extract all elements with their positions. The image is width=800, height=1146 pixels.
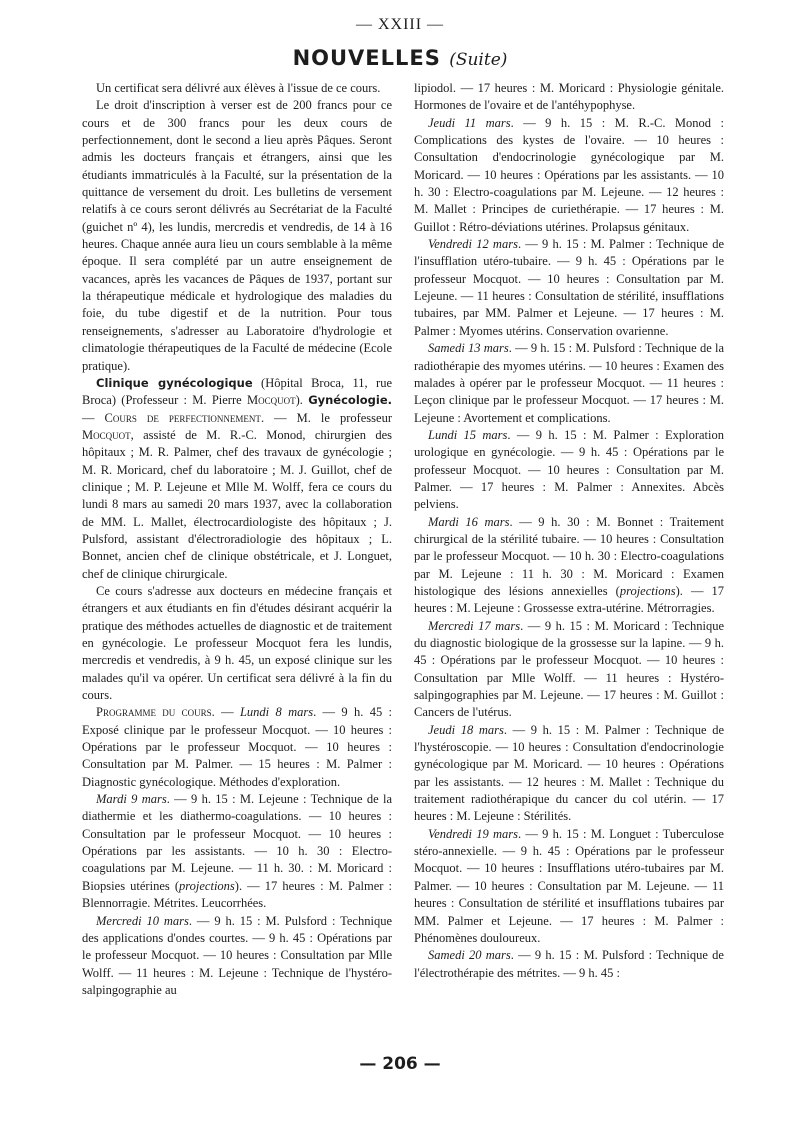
paragraph	[414, 618, 724, 722]
paragraph	[414, 947, 724, 982]
text-run: Jeudi 18 mars	[428, 722, 504, 737]
text-run: . — 9 h. 15 : M. Longuet : Tuberculose stéro-annexielle. — 9 h. 45 : Opérations par le professeur Mocquot. — 10 heures : Insufflations utéro-tubaires par M. Palmer. — 10 heures : Consultation par M. Lejeune. — 11 heures : Consultation de stérilité et insufflations tubaires par MM. Palmer et Lejeune. — 17 heures : M. Palmer : Phénomènes douloureux.	[414, 826, 724, 945]
paragraph	[414, 340, 724, 427]
text-run: Ce cours s'adresse aux docteurs en médecine français et étrangers et aux étudiants en fin d'études désirant acquérir la pratique des méthodes actuelles de diagnostic et de traitement en gynécologie. Le professeur Mocquot fera les lundis, mercredis et vendredis, à 9 h. 45, un exposé clinique sur les malades qu'il va opérer. Un certificat sera délivré à la fin du cours.	[82, 583, 392, 703]
text-run: , assisté de M. R.-C. Monod, chirurgien des hôpitaux ; M. R. Palmer, chef des travaux de gynécologie ; M. R. Moricard, chef du laboratoire ; M. J. Guillot, chef de clinique ; M. P. Lejeune et Mlle M. Wolff, fera ce cours du lundi 8 mars au samedi 20 mars 1937, avec la collaboration de MM. L. Mallet, électrocardiologiste des hôpitaux ; J. Pulsford, assistant d'électroradiologie des hôpitaux ; L. Bonnet, ancien chef de clinique obstétricale, et J. Longuet, chef de clinique chirurgicale.	[82, 427, 392, 581]
text-run: projections	[179, 878, 235, 893]
paragraph	[414, 80, 724, 115]
text-run: Samedi 13 mars	[428, 341, 509, 356]
title-suffix: (Suite)	[449, 50, 508, 70]
text-run: . —	[211, 705, 240, 720]
text-run: . — 9 h. 15 : M. Palmer : Technique de l'insufflation utéro-tubaire. — 9 h. 45 : Opérations par le professeur Mocquot. — 10 heures : Consultation par M. Lejeune. — 11 heures : Consultation de stérilité, insufflations tubaires, par MM. Palmer et Lejeune. — 17 heures : M. Palmer : Myomes utérins. Conservation ovarienne.	[414, 237, 724, 338]
text-run: ).	[295, 393, 309, 408]
left-column	[82, 80, 392, 999]
paragraph	[82, 791, 392, 912]
paragraph	[414, 826, 724, 947]
text-run: Mardi 16 mars	[428, 514, 510, 529]
text-run: Clinique gynécologique	[96, 375, 253, 390]
text-run: ). — 17 heures : M. Palmer : Blennorragie. Métrites. Leucorrhées.	[82, 878, 392, 911]
text-run: projections	[619, 583, 676, 598]
text-run: Lundi 8 mars	[239, 705, 314, 720]
text-run: Samedi 20 mars	[428, 948, 511, 963]
text-run: . — 9 h. 15 : M. Pulsford : Technique des applications d'ondes courtes. — 9 h. 45 : Opérations par le professeur Mocquot. — 10 heures : Consultation par Mlle Wolff. — 11 heures : M. Lejeune : Technique de l'hystéro-salpingographie au	[82, 913, 392, 997]
paragraph	[82, 913, 392, 1000]
text-run: . — 9 h. 30 : M. Bonnet : Traitement chirurgical de la stérilité tubaire. — 10 heures : Consultation par le professeur Mocquot. — 10 h. 30 : Electro-coagulations par M. Lejeune : 11 h. 30 : M. Moricard : Examen histologique des lésions annexielles (	[414, 514, 725, 598]
text-run: Programme du cours	[96, 705, 212, 720]
text-run: Mercredi 10 mars	[96, 913, 189, 928]
text-run: . — 9 h. 15 : M. Pulsford : Technique de l'électrothérapie des métrites. — 9 h. 45 :	[414, 948, 724, 980]
text-run: Jeudi 11 mars	[428, 115, 511, 130]
paragraph	[82, 583, 392, 704]
text-run: Vendredi 19 mars	[428, 826, 518, 841]
text-run: Un certificat sera délivré aux élèves à l'issue de ce cours.	[96, 81, 381, 95]
text-run: . — 9 h. 15 : M. Palmer : Exploration urologique en gynécologie. — 9 h. 45 : Opérations par le professeur Mocquot. — 10 heures : Consultation par M. Palmer. — 17 heures : M. Palmer : Annexites. Abcès pelviens.	[414, 427, 724, 512]
paragraph	[414, 236, 724, 340]
text-run: Lundi 15 mars	[428, 427, 508, 442]
text-run: Gynécologie.	[308, 393, 393, 408]
text-run: . — 9 h. 15 : M. R.-C. Monod : Complications des kystes de l'ovaire. — 10 heures : Consultation d'endocrinologie gynécologique par M. Moricard. — 10 heures : Opérations par les assistants. — 10 h. 30 : Electro-coagulations par M. Lejeune. — 12 heures : M. Mallet : Principes de curiethérapie. — 17 heures : M. Guillot : Rétro-déviations utérines. Prolapsus génitaux.	[414, 115, 724, 234]
paragraph	[82, 97, 392, 375]
text-run: Mercredi 17 mars	[428, 618, 521, 633]
text-run: ). — 17 heures : M. Lejeune : Grossesse extra-utérine. Métrorragies.	[414, 583, 724, 616]
paragraph	[414, 115, 724, 236]
text-run: (Hôpital Broca, 11, rue Broca) (Professeur : M. Pierre	[82, 375, 392, 408]
paragraph	[82, 375, 392, 583]
text-run: . — 9 h. 15 : M. Palmer : Technique de l'hystéroscopie. — 10 heures : Consultation d'endocrinologie gynécologique par M. Moricard. — 10 heures : Opérations par les assistants. — 12 heures : M. Mallet : Technique du traitement radiothérapique du cancer du col utérin. — 17 heures : M. Lejeune : Stérilités.	[414, 722, 725, 824]
text-run: . — 9 h. 15 : M. Pulsford : Technique de la radiothérapie des myomes utérins. — 10 heures : Examen des malades à opérer par le professeur Mocquot. — 11 heures : Leçon clinique par le professeur Mocquot. — 17 heures : M. Lejeune : Avortement et complications.	[414, 341, 724, 425]
paragraph	[82, 704, 392, 791]
text-run: —	[82, 410, 105, 425]
page-number: — 206 —	[359, 1054, 441, 1074]
text-run: Cours de perfectionnement	[104, 410, 261, 425]
paragraph	[414, 427, 724, 514]
text-run: Le droit d'inscription à verser est de 200 francs pour ce cours et de 300 francs pour les deux cours de perfectionnement, dont le second a lieu après Pâques. Seront admis les docteurs français et étrangers, ainsi que les étudiants immatriculés à la Faculté, sur la présentation de la quittance de versement du droit. Les bulletins de versement relatifs à ce cours seront délivrés au Secrétariat de la Faculté (guichet nº 4), les lundis, mercredis et vendredis, de 14 à 16 heures. Chaque année aura lieu un cours semblable à la même époque. Il sera complété par un autre enseignement de vacances, après les vacances de Pâques de 1937, portant sur la thérapeutique médicale et hydrologique des maladies du foie, du tube digestif et de la nutrition. Pour tous renseignements, s'adresser au Laboratoire d'hydrologie et climatologie thérapeutiques de la Faculté de médecine (Ecole pratique).	[82, 98, 392, 373]
roman-folio: — XXIII —	[355, 16, 445, 33]
text-run: lipiodol. — 17 heures : M. Moricard : Physiologie génitale. Hormones de l'ovaire et de l'antéhypophyse.	[414, 81, 724, 113]
text-run: . — 9 h. 15 : M. Lejeune : Technique de la diathermie et les diathermo-coagulations. — 10 heures : Consultation par le professeur Mocquot. — 10 heures : Opérations par les assistants. — 10 h. 30 : Electro-coagulations par M. Lejeune. — 11 h. 30. : M. Moricard : Biopsies utérines (	[82, 792, 392, 893]
paragraph	[414, 514, 724, 618]
paragraph	[414, 722, 724, 826]
paragraph	[82, 80, 392, 97]
right-column	[414, 80, 724, 982]
text-run: Mardi 9 mars	[96, 792, 167, 807]
text-run: . — 9 h. 15 : M. Moricard : Technique du diagnostic biologique de la grossesse sur la lapine. — 9 h. 45 : Opérations par le professeur Mocquot. — 10 heures : Consultation par Mlle Wolff. — 11 heures : Hystéro-salpingographies par M. Lejeune. — 17 heures : M. Guillot : Cancers de l'utérus.	[414, 618, 724, 720]
text-run: Mocquot	[82, 427, 131, 442]
text-run: . — M. le professeur	[260, 410, 393, 425]
title-text: NOUVELLES	[292, 46, 441, 70]
text-run: . — 9 h. 45 : Exposé clinique par le professeur Mocquot. — 10 heures : Opérations par le professeur Mocquot. — 10 heures : Consultation par M. Palmer. — 15 heures : M. Palmer : Diagnostic gynécologique. Méthodes d'exploration.	[82, 705, 393, 789]
text-run: Mocquot	[246, 393, 296, 408]
text-run: Vendredi 12 mars	[428, 237, 518, 252]
page-title	[0, 46, 800, 70]
